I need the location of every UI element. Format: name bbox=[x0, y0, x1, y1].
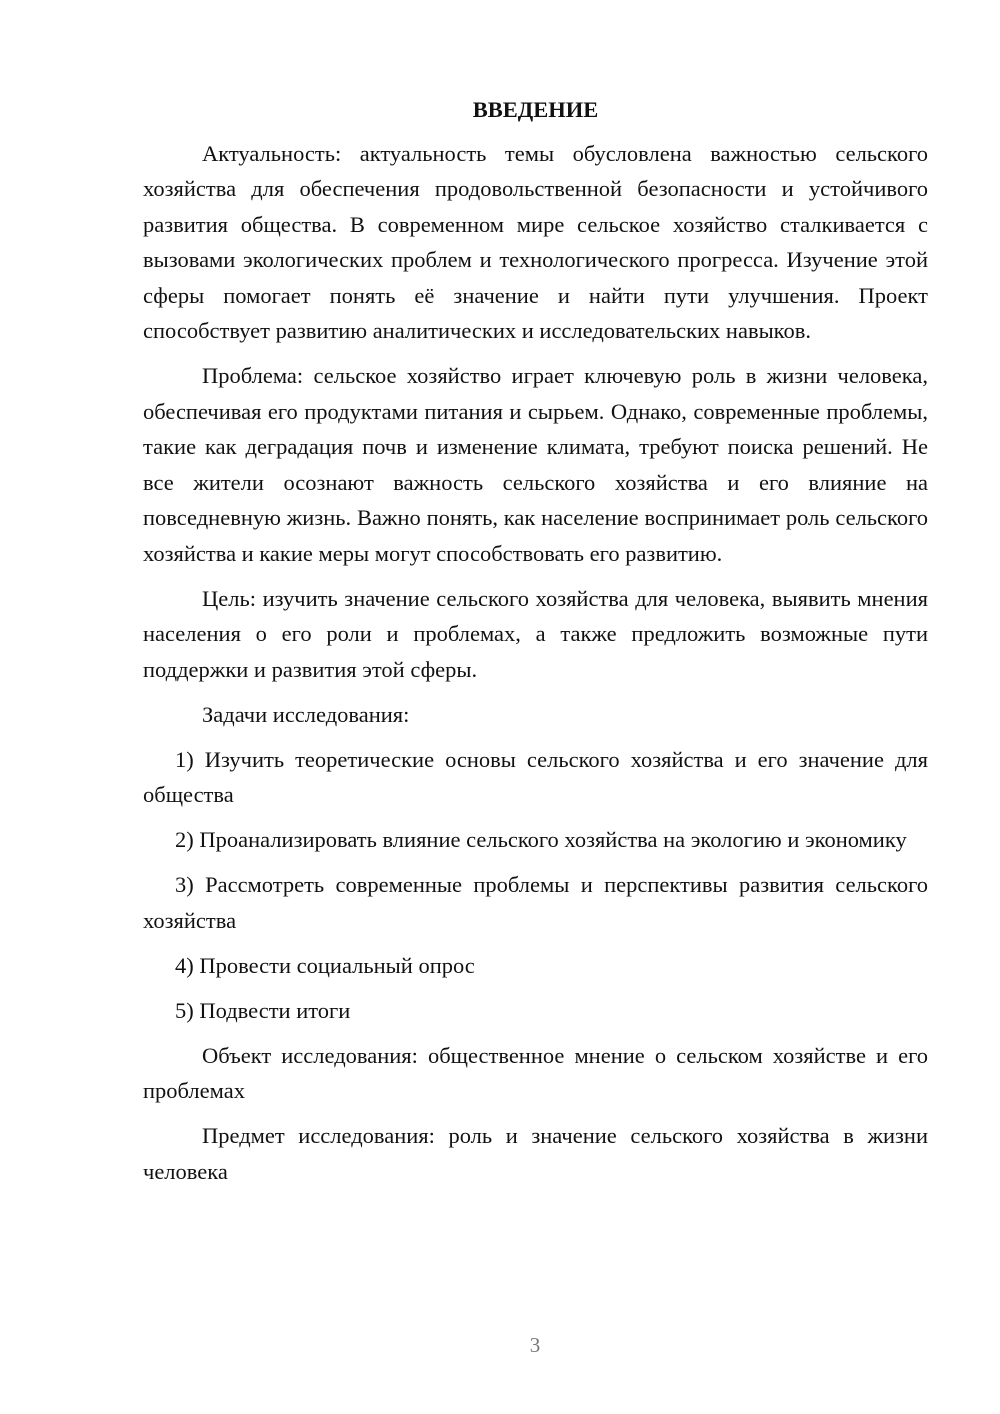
goal-paragraph: Цель: изучить значение сельского хозяйства для человека, выявить мнения населения о его роли и проблемах, а также предложить возможные пути поддержки и развития этой сферы. bbox=[143, 585, 928, 682]
task-item-1: 1) Изучить теоретические основы сельского хозяйства и его значение для общества bbox=[143, 746, 928, 807]
task-item-2: 2) Проанализировать влияние сельского хозяйства на экологию и экономику bbox=[175, 827, 907, 852]
task-item-5: 5) Подвести итоги bbox=[175, 997, 351, 1023]
subject-paragraph: Предмет исследования: роль и значение сельского хозяйства в жизни человека bbox=[143, 1123, 928, 1184]
task-item-4: 4) Провести социальный опрос bbox=[175, 952, 475, 978]
tasks-heading: Задачи исследования: bbox=[202, 701, 410, 727]
task-item-3: 3) Рассмотреть современные проблемы и перспективы развития сельского хозяйства bbox=[143, 872, 928, 933]
document-body bbox=[143, 92, 928, 1199]
problem-paragraph: Проблема: сельское хозяйство играет ключевую роль в жизни человека, обеспечивая его продуктами питания и сырьем. Однако, современные проблемы, такие как деградация почв и изменение климата, требуют поиска решений. Не все жители осознают важность сельского хозяйства и его влияние на повседневную жизнь. Важно понять, как население воспринимает роль сельского хозяйства и какие меры могут способствовать его развитию. bbox=[143, 363, 928, 566]
object-paragraph: Объект исследования: общественное мнение о сельском хозяйстве и его проблемах bbox=[143, 1042, 928, 1103]
page-number: 3 bbox=[529, 1333, 541, 1357]
relevance-paragraph: Актуальность: актуальность темы обусловлена важностью сельского хозяйства для обеспечения продовольственной безопасности и устойчивого развития общества. В современном мире сельское хозяйство сталкивается с вызовами экологических проблем и технологического прогресса. Изучение этой сферы помогает понять её значение и найти пути улучшения. Проект способствует развитию аналитических и исследовательских навыков. bbox=[143, 140, 928, 343]
section-title: ВВЕДЕНИЕ bbox=[472, 97, 599, 122]
